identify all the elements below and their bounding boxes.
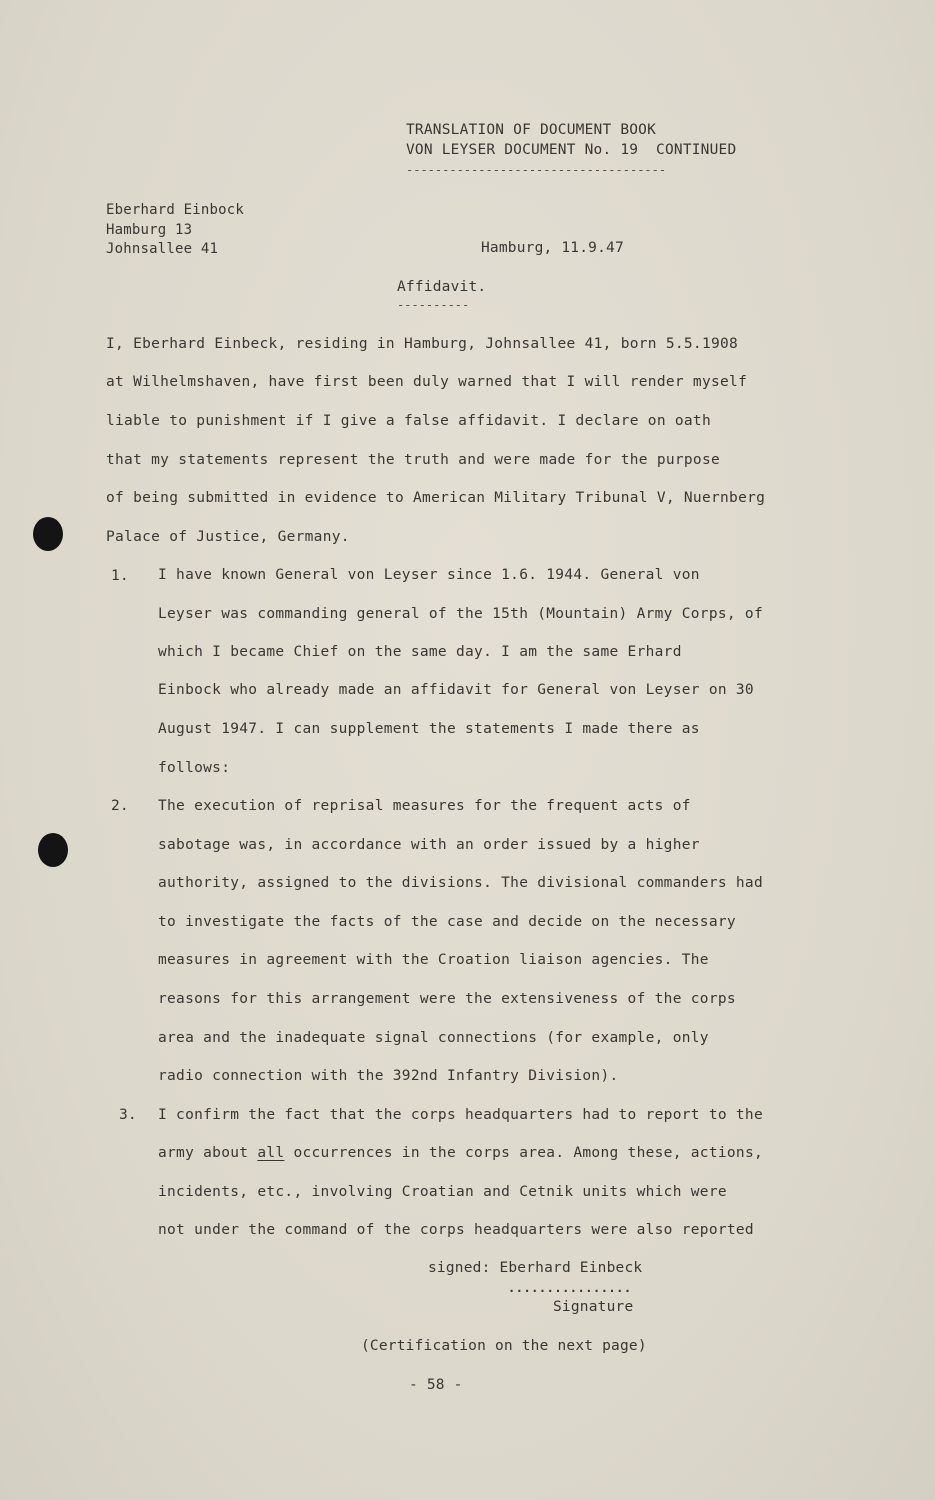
sender-street: Johnsallee 41 (106, 241, 219, 257)
item-1-line-2: Leyser was commanding general of the 15th (Mountain) Army Corps, of (158, 606, 763, 622)
item-2-line-2: sabotage was, in accordance with an order issued by a higher (158, 837, 700, 853)
item-3-line-2-pre: army about (158, 1145, 258, 1161)
signature-label: Signature (553, 1299, 634, 1315)
item-2-line-5: measures in agreement with the Croation liaison agencies. The (158, 952, 709, 968)
signed-line: signed: Eberhard Einbeck (428, 1260, 643, 1276)
item-2-line-6: reasons for this arrangement were the extensiveness of the corps (158, 991, 736, 1007)
item-2-line-8: radio connection with the 392nd Infantry Division). (158, 1068, 619, 1084)
item-3-line-2 (158, 1145, 763, 1162)
item-2-line-3: authority, assigned to the divisions. The divisional commanders had (158, 875, 763, 891)
item-3-line-1: I confirm the fact that the corps headquarters had to report to the (158, 1107, 763, 1123)
page-number: - 58 - (409, 1377, 463, 1393)
title-rule: ---------- (397, 298, 470, 312)
item-1-line-4: Einbock who already made an affidavit for General von Leyser on 30 (158, 682, 754, 698)
place-date: Hamburg, 11.9.47 (481, 240, 624, 256)
item-2-line-1: The execution of reprisal measures for the frequent acts of (158, 798, 691, 814)
header-rule: ------------------------------------ (406, 163, 667, 177)
header-line-2: VON LEYSER DOCUMENT No. 19 CONTINUED (406, 142, 737, 158)
intro-line-6: Palace of Justice, Germany. (106, 529, 350, 545)
item-3-emphasis-all: all (257, 1145, 285, 1161)
intro-line-5: of being submitted in evidence to American Military Tribunal V, Nuernberg (106, 490, 766, 506)
item-3-number: 3. (119, 1107, 137, 1123)
item-1-number: 1. (111, 568, 129, 584)
item-1-line-3: which I became Chief on the same day. I am the same Erhard (158, 644, 682, 660)
intro-line-4: that my statements represent the truth and were made for the purpose (106, 452, 721, 468)
punch-hole-top (33, 517, 63, 551)
item-3-line-2-post: occurrences in the corps area. Among these, actions, (284, 1145, 763, 1161)
sender-name: Eberhard Einbock (106, 202, 245, 218)
item-1-line-6: follows: (158, 760, 231, 776)
item-2-number: 2. (111, 798, 129, 814)
certification-note: (Certification on the next page) (361, 1338, 647, 1354)
intro-line-1: I, Eberhard Einbeck, residing in Hamburg, Johnsallee 41, born 5.5.1908 (106, 336, 739, 352)
header-line-1: TRANSLATION OF DOCUMENT BOOK (406, 122, 657, 138)
affidavit-title: Affidavit. (397, 279, 487, 295)
signature-dots: ................ (508, 1281, 632, 1295)
item-3-line-3: incidents, etc., involving Croatian and Cetnik units which were (158, 1184, 727, 1200)
item-2-line-7: area and the inadequate signal connections (for example, only (158, 1030, 709, 1046)
item-3-line-4: not under the command of the corps headquarters were also reported (158, 1222, 754, 1238)
sender-city: Hamburg 13 (106, 222, 193, 238)
punch-hole-middle (38, 833, 68, 867)
item-1-line-1: I have known General von Leyser since 1.6. 1944. General von (158, 567, 700, 583)
intro-line-3: liable to punishment if I give a false affidavit. I declare on oath (106, 413, 711, 429)
item-2-line-4: to investigate the facts of the case and decide on the necessary (158, 914, 736, 930)
intro-line-2: at Wilhelmshaven, have first been duly warned that I will render myself (106, 374, 748, 390)
item-1-line-5: August 1947. I can supplement the statements I made there as (158, 721, 700, 737)
